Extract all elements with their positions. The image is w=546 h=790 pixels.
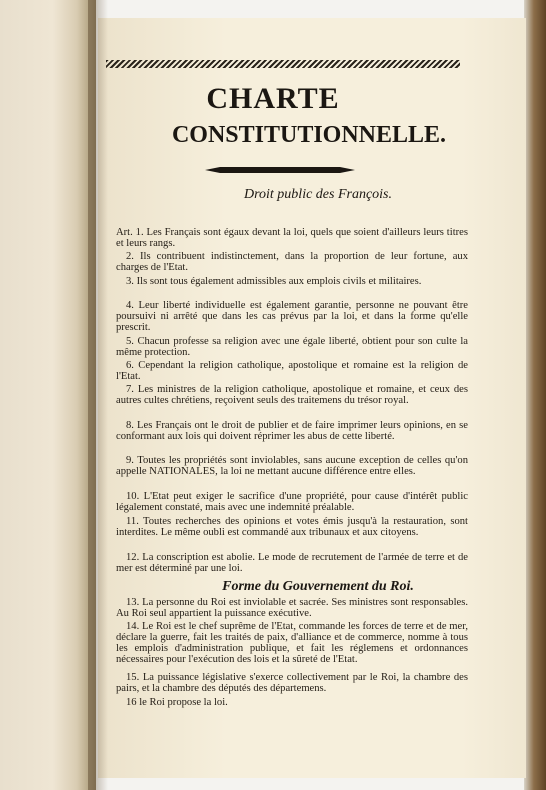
article-15: 15. La puissance législative s'exerce collectivement par le Roi, la chambre des pairs, et la chambre des députés des départemens. — [116, 672, 468, 694]
article-3: 3. Ils sont tous également admissibles aux emplois civils et militaires. — [126, 276, 422, 287]
article-12: 12. La conscription est abolie. Le mode de recrutement de l'armée de terre et de mer est déterminé par une loi. — [116, 552, 468, 574]
article-10: 10. L'Etat peut exiger le sacrifice d'une propriété, pour cause d'intérêt public légalement constaté, mais avec une indemnité préalable. — [116, 491, 468, 513]
header-ornament — [106, 60, 460, 68]
subtitle: Droit public des François. — [243, 187, 393, 202]
article-4: 4. Leur liberté individuelle est également garantie, personne ne pouvant être poursuivi ni arrêté que dans les cas prévus par la loi, et dans la forme qu'elle prescrit. — [116, 300, 468, 333]
section-heading: Forme du Gouvernement du Roi. — [222, 579, 414, 594]
article-2: 2. Ils contribuent indistinctement, dans la proportion de leur fortune, aux charges de l'Etat. — [116, 251, 468, 273]
article-8: 8. Les Français ont le droit de publier et de faire imprimer leurs opinions, en se conformant aux lois qui doivent réprimer les abus de cette liberté. — [116, 420, 468, 442]
book-cover-edge — [524, 0, 546, 790]
article-1: Art. 1. Les Français sont égaux devant la loi, quels que soient d'ailleurs leurs titres et leurs rangs. — [116, 227, 468, 249]
article-16: 16 le Roi propose la loi. — [126, 697, 228, 708]
title-line-2: CONSTITUTIONNELLE. — [171, 122, 447, 148]
book-spine — [0, 0, 96, 790]
article-11: 11. Toutes recherches des opinions et votes émis jusqu'à la restauration, sont interdites. Le même oubli est commandé aux tribunaux et aux citoyens. — [116, 516, 468, 538]
article-14: 14. Le Roi est le chef suprême de l'Etat, commande les forces de terre et de mer, déclare la guerre, fait les traités de paix, d'alliance et de commerce, nomme à tous les emplois d'administration publique, et fait les réglemens et ordonnances nécessaires pour l'exécution des lois et la sûreté de l'Etat. — [116, 621, 468, 665]
article-5: 5. Chacun professe sa religion avec une égale liberté, obtient pour son culte la même protection. — [116, 336, 468, 358]
article-6: 6. Cependant la religion catholique, apostolique et romaine est la religion de l'Etat. — [116, 360, 468, 382]
article-13: 13. La personne du Roi est inviolable et sacrée. Ses ministres sont responsables. Au Roi seul appartient la puissance exécutive. — [116, 597, 468, 619]
title-rule — [205, 167, 355, 173]
article-9: 9. Toutes les propriétés sont inviolables, sans aucune exception de celles qu'on appelle NATIONALES, la loi ne mettant aucune différence entre elles. — [116, 455, 468, 477]
article-7: 7. Les ministres de la religion catholique, apostolique et romaine, et ceux des autres cultes chrétiens, reçoivent seuls des traitemens du trésor royal. — [116, 384, 468, 406]
title-line-1: CHARTE — [206, 82, 340, 115]
gutter-shadow — [88, 0, 108, 790]
